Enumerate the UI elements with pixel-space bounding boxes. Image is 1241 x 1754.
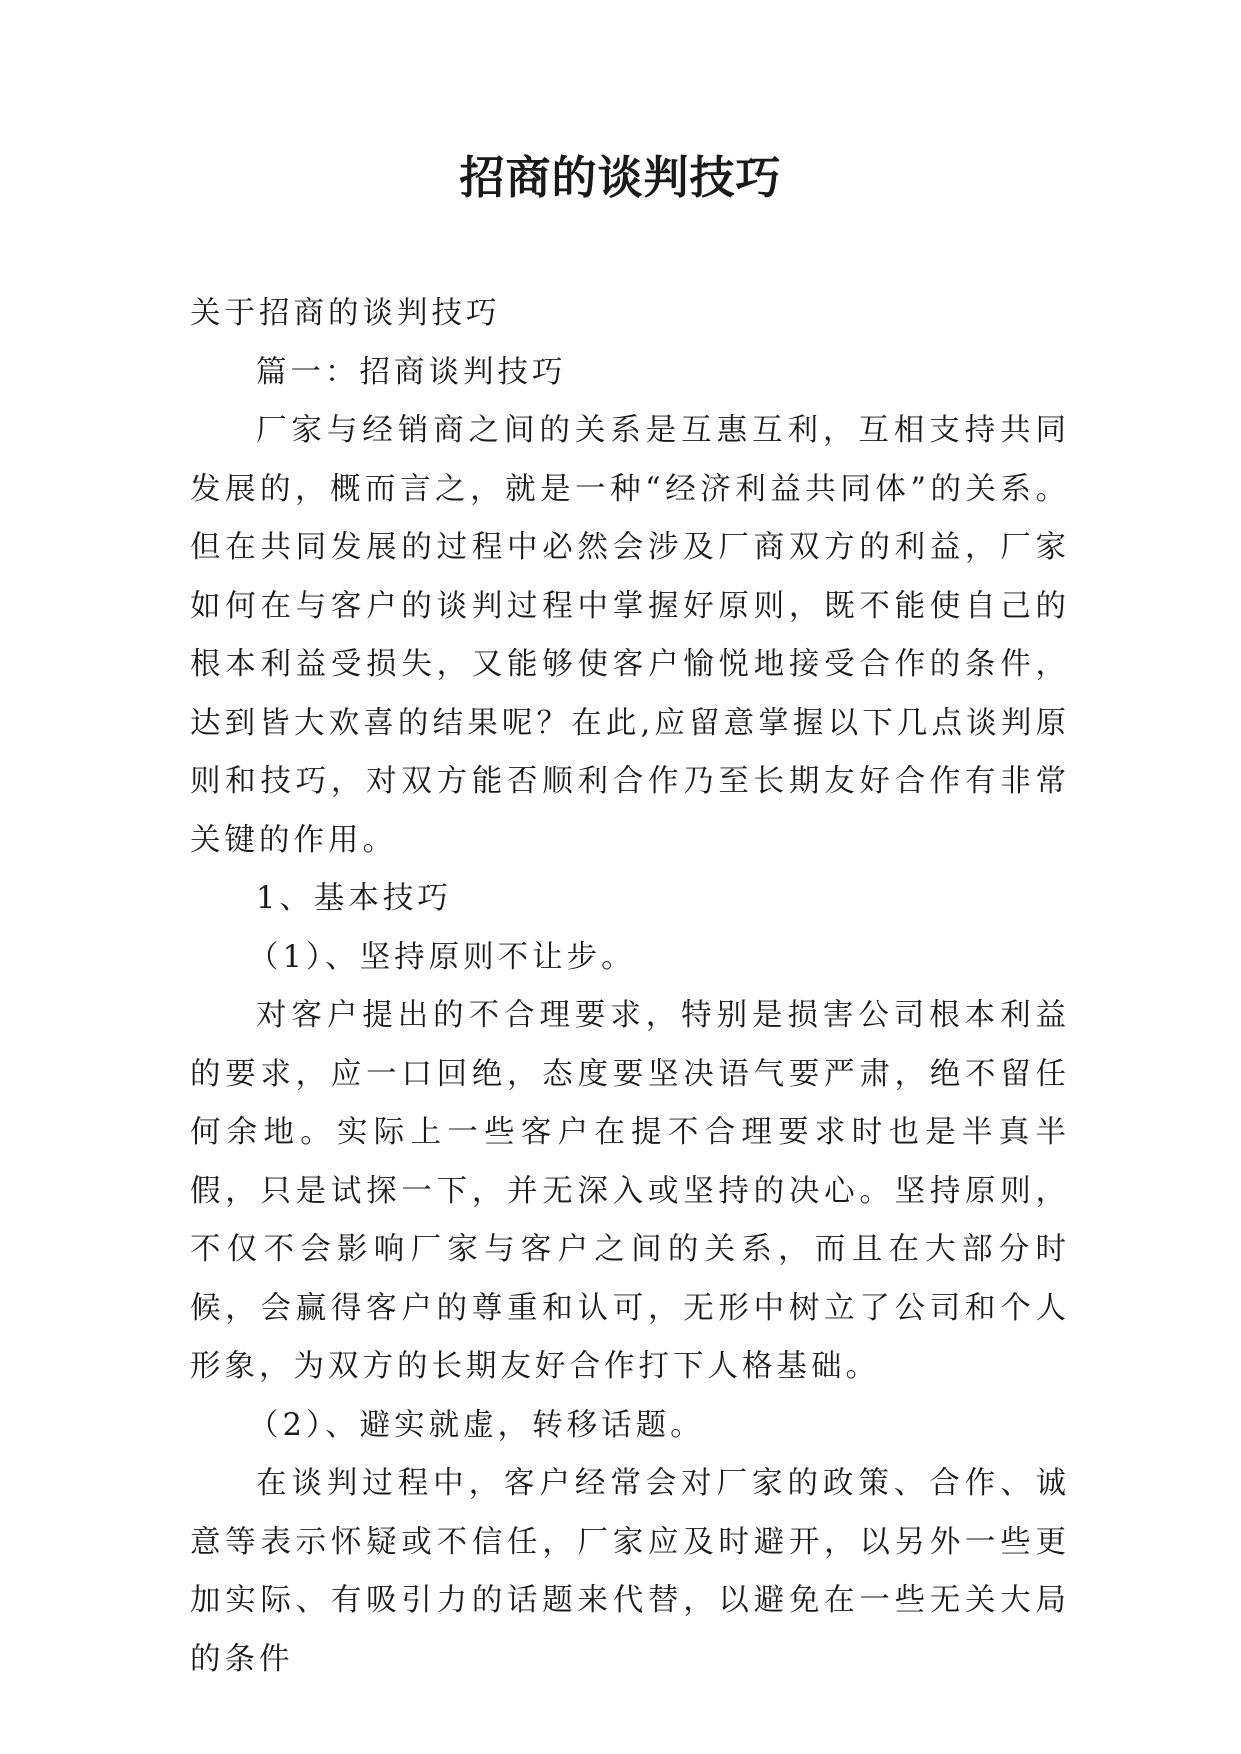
document-body <box>190 285 1070 1689</box>
document-title: 招商的谈判技巧 <box>459 151 782 204</box>
subtitle-line: 关于招商的谈判技巧 <box>190 296 501 331</box>
body-paragraph: 对客户提出的不合理要求，特别是损害公司根本利益的要求，应一口回绝，态度要坚决语气要严肃，绝不留任何余地。实际上一些客户在提不合理要求时也是半真半假，只是试探一下，并无深入或坚持的决心。坚持原则，不仅不会影响厂家与客户之间的关系，而且在大部分时候，会赢得客户的尊重和认可，无形中树立了公司和个人形象，为双方的长期友好合作打下人格基础。 <box>190 998 1070 1384</box>
subsection-heading: 1、基本技巧 <box>256 881 452 916</box>
numbered-point: （1）、坚持原则不让步。 <box>248 939 636 975</box>
section-heading: 篇一：招商谈判技巧 <box>256 354 567 390</box>
body-paragraph: 在谈判过程中，客户经常会对厂家的政策、合作、诚意等表示怀疑或不信任，厂家应及时避开，以另外一些更加实际、有吸引力的话题来代替，以避免在一些无关大局的条件 <box>190 1466 1070 1677</box>
numbered-point: （2）、避实就虚，转移话题。 <box>248 1407 705 1443</box>
body-paragraph: 厂家与经销商之间的关系是互惠互利，互相支持共同发展的，概而言之，就是一种“经济利益共同体”的关系。但在共同发展的过程中必然会涉及厂商双方的利益，厂家如何在与客户的谈判过程中掌握好原则，既不能使自己的根本利益受损失，又能够使客户愉悦地接受合作的条件，达到皆大欢喜的结果呢？在此,应留意掌握以下几点谈判原则和技巧，对双方能否顺利合作乃至长期友好合作有非常关键的作用。 <box>190 413 1070 858</box>
